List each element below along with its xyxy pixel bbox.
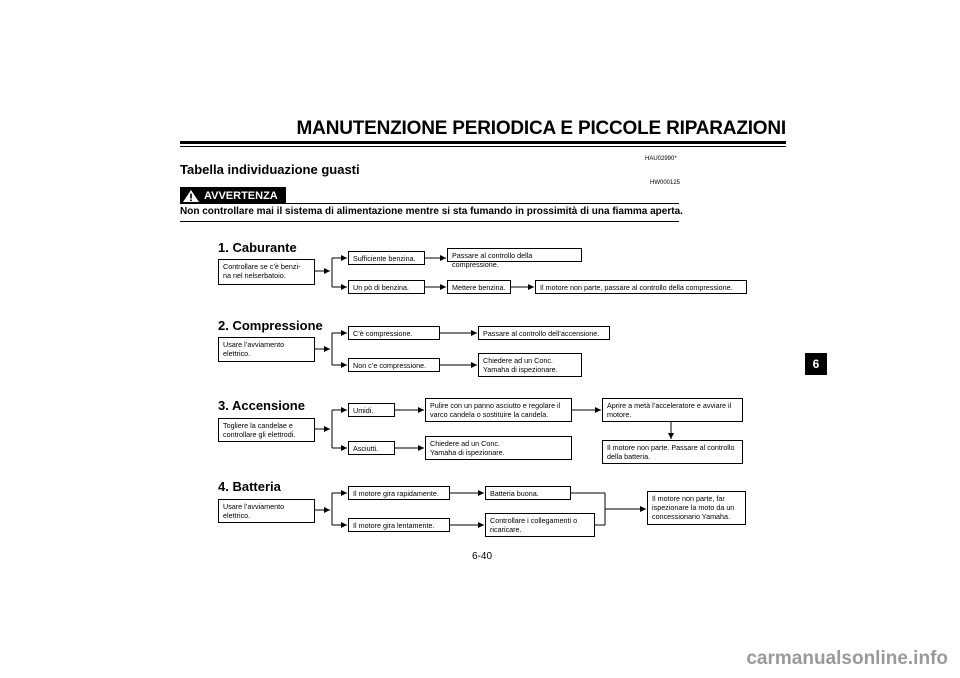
ignition-wet-next-box: Aprire a metà l’acceleratore e avviare il motore. [602,398,743,422]
page-number: 6-40 [471,551,492,562]
battery-fast-box: Il motore gira rapidamente. [348,486,450,500]
ignition-dry-action-box: Chiedere ad un Conc. Yamaha di ispezionare. [425,436,572,460]
compression-start-box: Usare l’avviamento elettrico. [218,337,315,362]
chapter-tab: 6 [805,353,827,375]
battery-slow-box: Il motore gira lentamente. [348,518,450,532]
warning-badge-label: AVVERTENZA [204,189,278,202]
battery-fast-action-box: Batteria buona. [485,486,571,500]
ignition-wet-result-box: Il motore non parte. Passare al controllo della batteria. [602,440,743,464]
fuel-sufficient-box: Sufficiente benzina. [348,251,425,265]
compression-no-action-box: Chiedere ad un Conc. Yamaha di ispezionare. [478,353,582,377]
fuel-add-box: Mettere benzina. [447,280,511,294]
battery-block-title: 4. Batteria [218,479,281,494]
watermark: carmanualsonline.info [746,648,948,669]
compression-yes-action-box: Passare al controllo dell’accensione. [478,326,610,340]
battery-start-box: Usare l’avviamento elettrico. [218,499,315,523]
compression-block-title: 2. Compressione [218,318,323,333]
fuel-start-box: Controllare se c’è benzi- na nel nelserbatoio. [218,259,315,285]
fuel-yes-action-box: Passare al controllo della compressione. [447,248,582,262]
battery-final-box: Il motore non parte, far ispezionare la moto da un concessionario Yamaha. [647,491,746,525]
compression-no-box: Non c’e compressione. [348,358,440,372]
compression-yes-box: C’è compressione. [348,326,440,340]
battery-slow-action-box: Controllare i collegamenti o ricaricare. [485,513,595,537]
warning-code: HW000125 [650,180,681,186]
fuel-block-title: 1. Caburante [218,240,297,255]
section-code: HAU02990* [645,156,677,162]
ignition-wet-action-box: Pulire con un panno asciutto e regolare il varco candela o sostituire la candela. [425,398,572,422]
warning-text: Non controllare mai il sistema di alimentazione mentre si sta fumando in prossimità di una fiamma aperta. [180,206,683,217]
ignition-wet-box: Umidi. [348,403,395,417]
fuel-low-box: Un pò di benzina. [348,280,425,294]
ignition-dry-box: Asciutti. [348,441,395,455]
fuel-no-result-box: Il motore non parte, passare al controllo della compressione. [535,280,747,294]
section-title: Tabella individuazione guasti [180,162,360,177]
ignition-block-title: 3. Accensione [218,398,305,413]
ignition-start-box: Togliere la candelae e controllare gli elettrodi. [218,418,315,442]
page-header-title: MANUTENZIONE PERIODICA E PICCOLE RIPARAZIONI [296,118,786,139]
